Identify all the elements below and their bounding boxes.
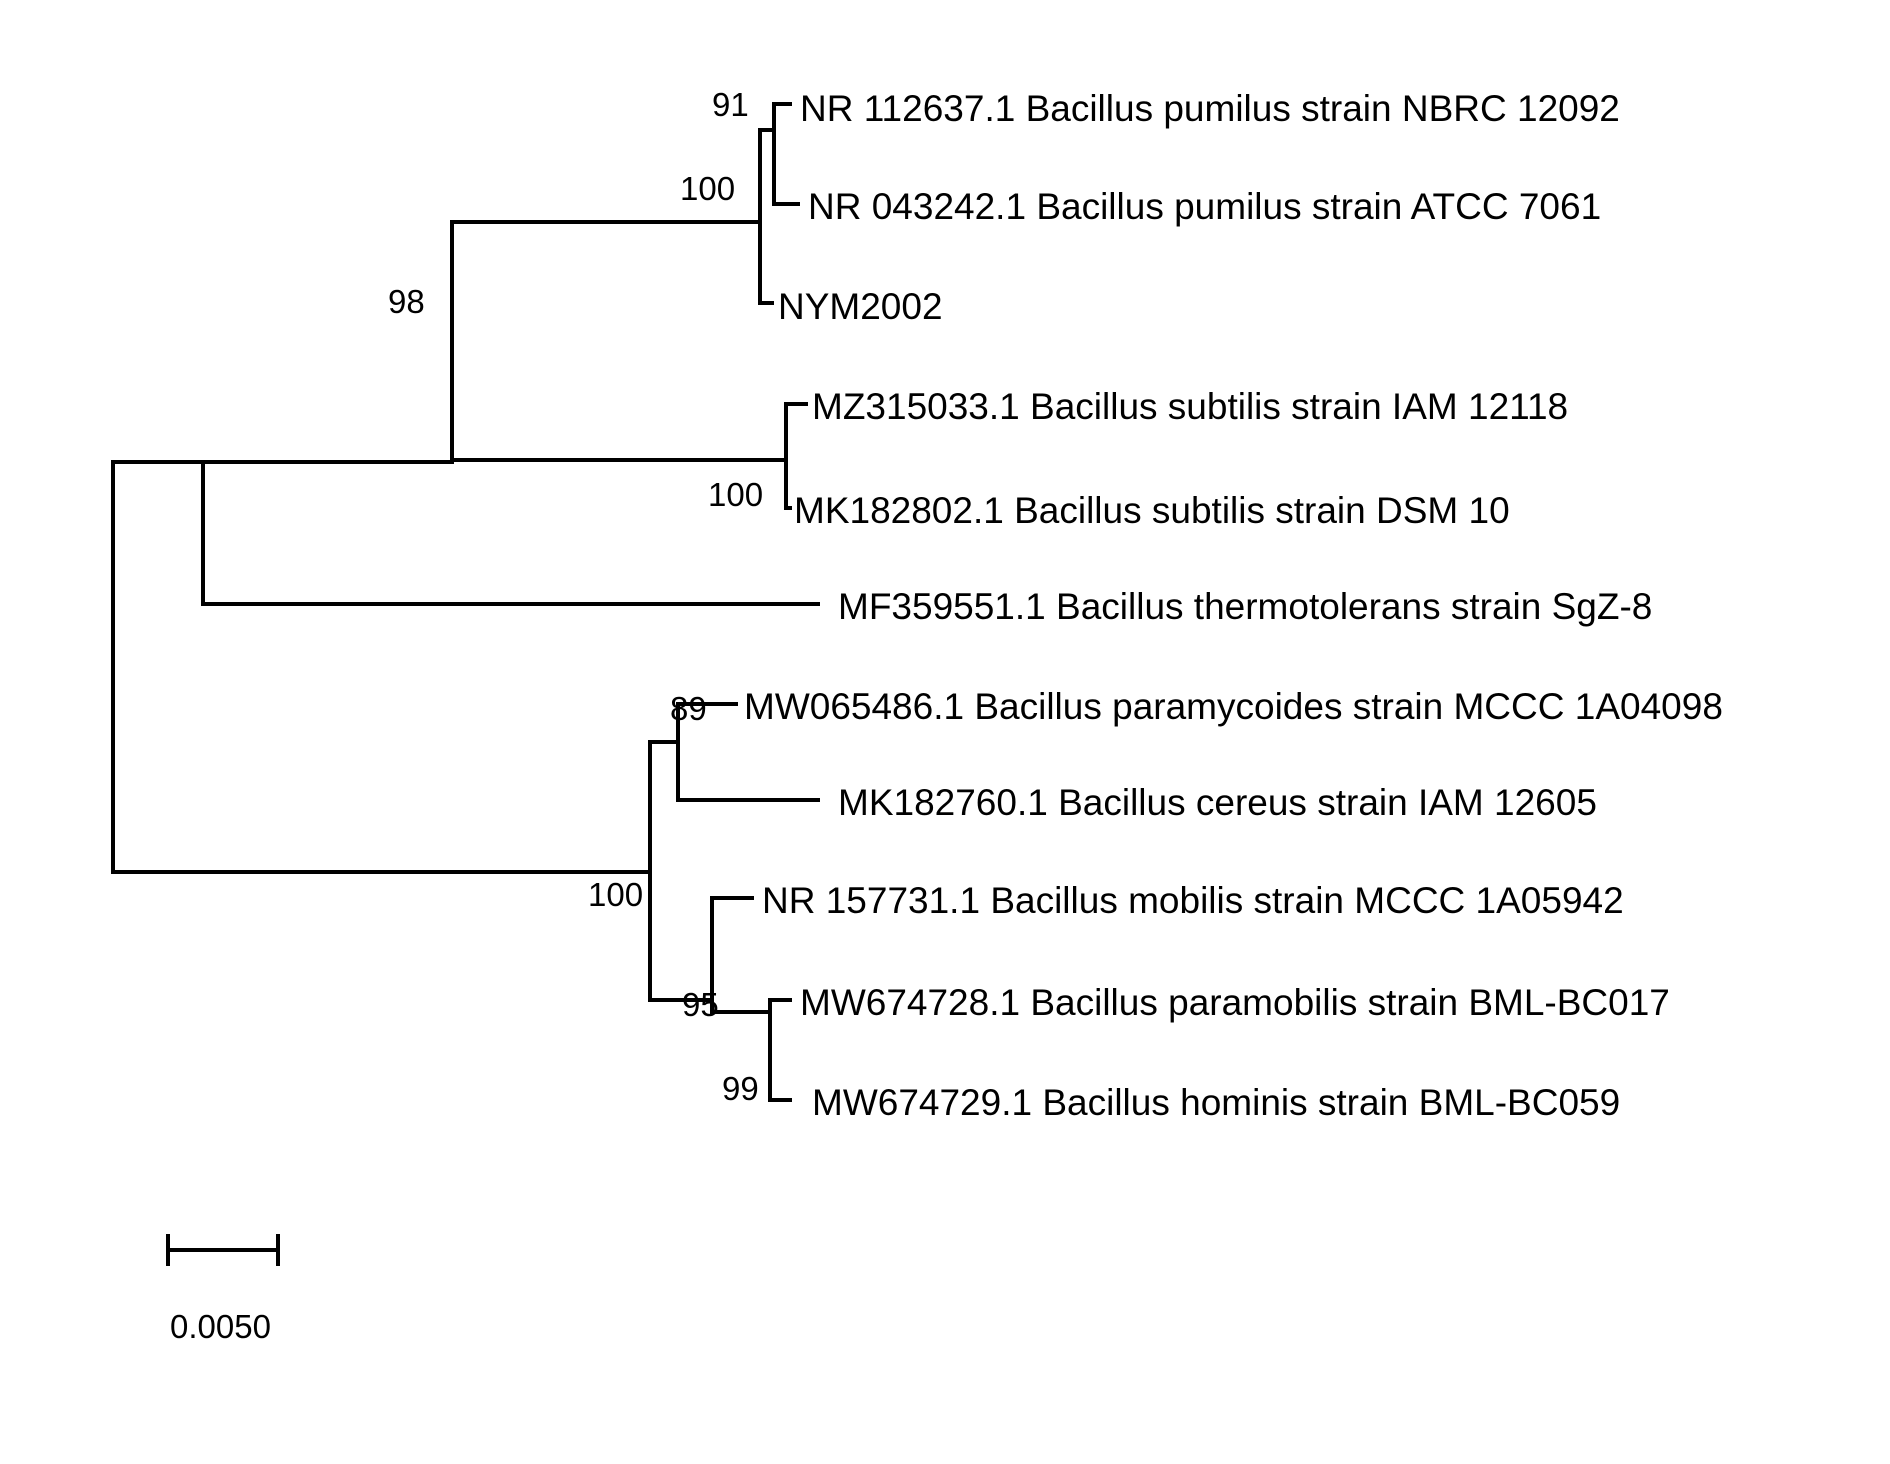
taxon-label: MK182802.1 Bacillus subtilis strain DSM 10 [794, 490, 1510, 531]
bootstrap-value: 100 [708, 476, 764, 513]
taxon-label: MK182760.1 Bacillus cereus strain IAM 12605 [838, 782, 1597, 823]
bootstrap-value: 91 [712, 86, 749, 123]
taxon-label: MF359551.1 Bacillus thermotolerans strain SgZ-8 [838, 586, 1653, 627]
taxon-label: NR 157731.1 Bacillus mobilis strain MCCC 1A05942 [762, 880, 1624, 921]
bootstrap-value: 99 [722, 1070, 759, 1107]
bootstrap-value: 95 [682, 986, 719, 1023]
taxon-label: MW674728.1 Bacillus paramobilis strain BML-BC017 [800, 982, 1670, 1023]
taxon-label: NR 043242.1 Bacillus pumilus strain ATCC 7061 [808, 186, 1602, 227]
bootstrap-value: 100 [588, 876, 644, 913]
bootstrap-value: 100 [680, 170, 736, 207]
taxon-label: NYM2002 [778, 286, 943, 327]
scale-bar-label: 0.0050 [170, 1308, 271, 1345]
taxon-label: MW065486.1 Bacillus paramycoides strain MCCC 1A04098 [744, 686, 1723, 727]
bootstrap-value: 98 [388, 283, 425, 320]
taxon-label: MZ315033.1 Bacillus subtilis strain IAM 12118 [812, 386, 1569, 427]
taxon-label: MW674729.1 Bacillus hominis strain BML-BC059 [812, 1082, 1621, 1123]
bootstrap-value: 89 [670, 690, 707, 727]
taxon-label: NR 112637.1 Bacillus pumilus strain NBRC 12092 [800, 88, 1620, 129]
